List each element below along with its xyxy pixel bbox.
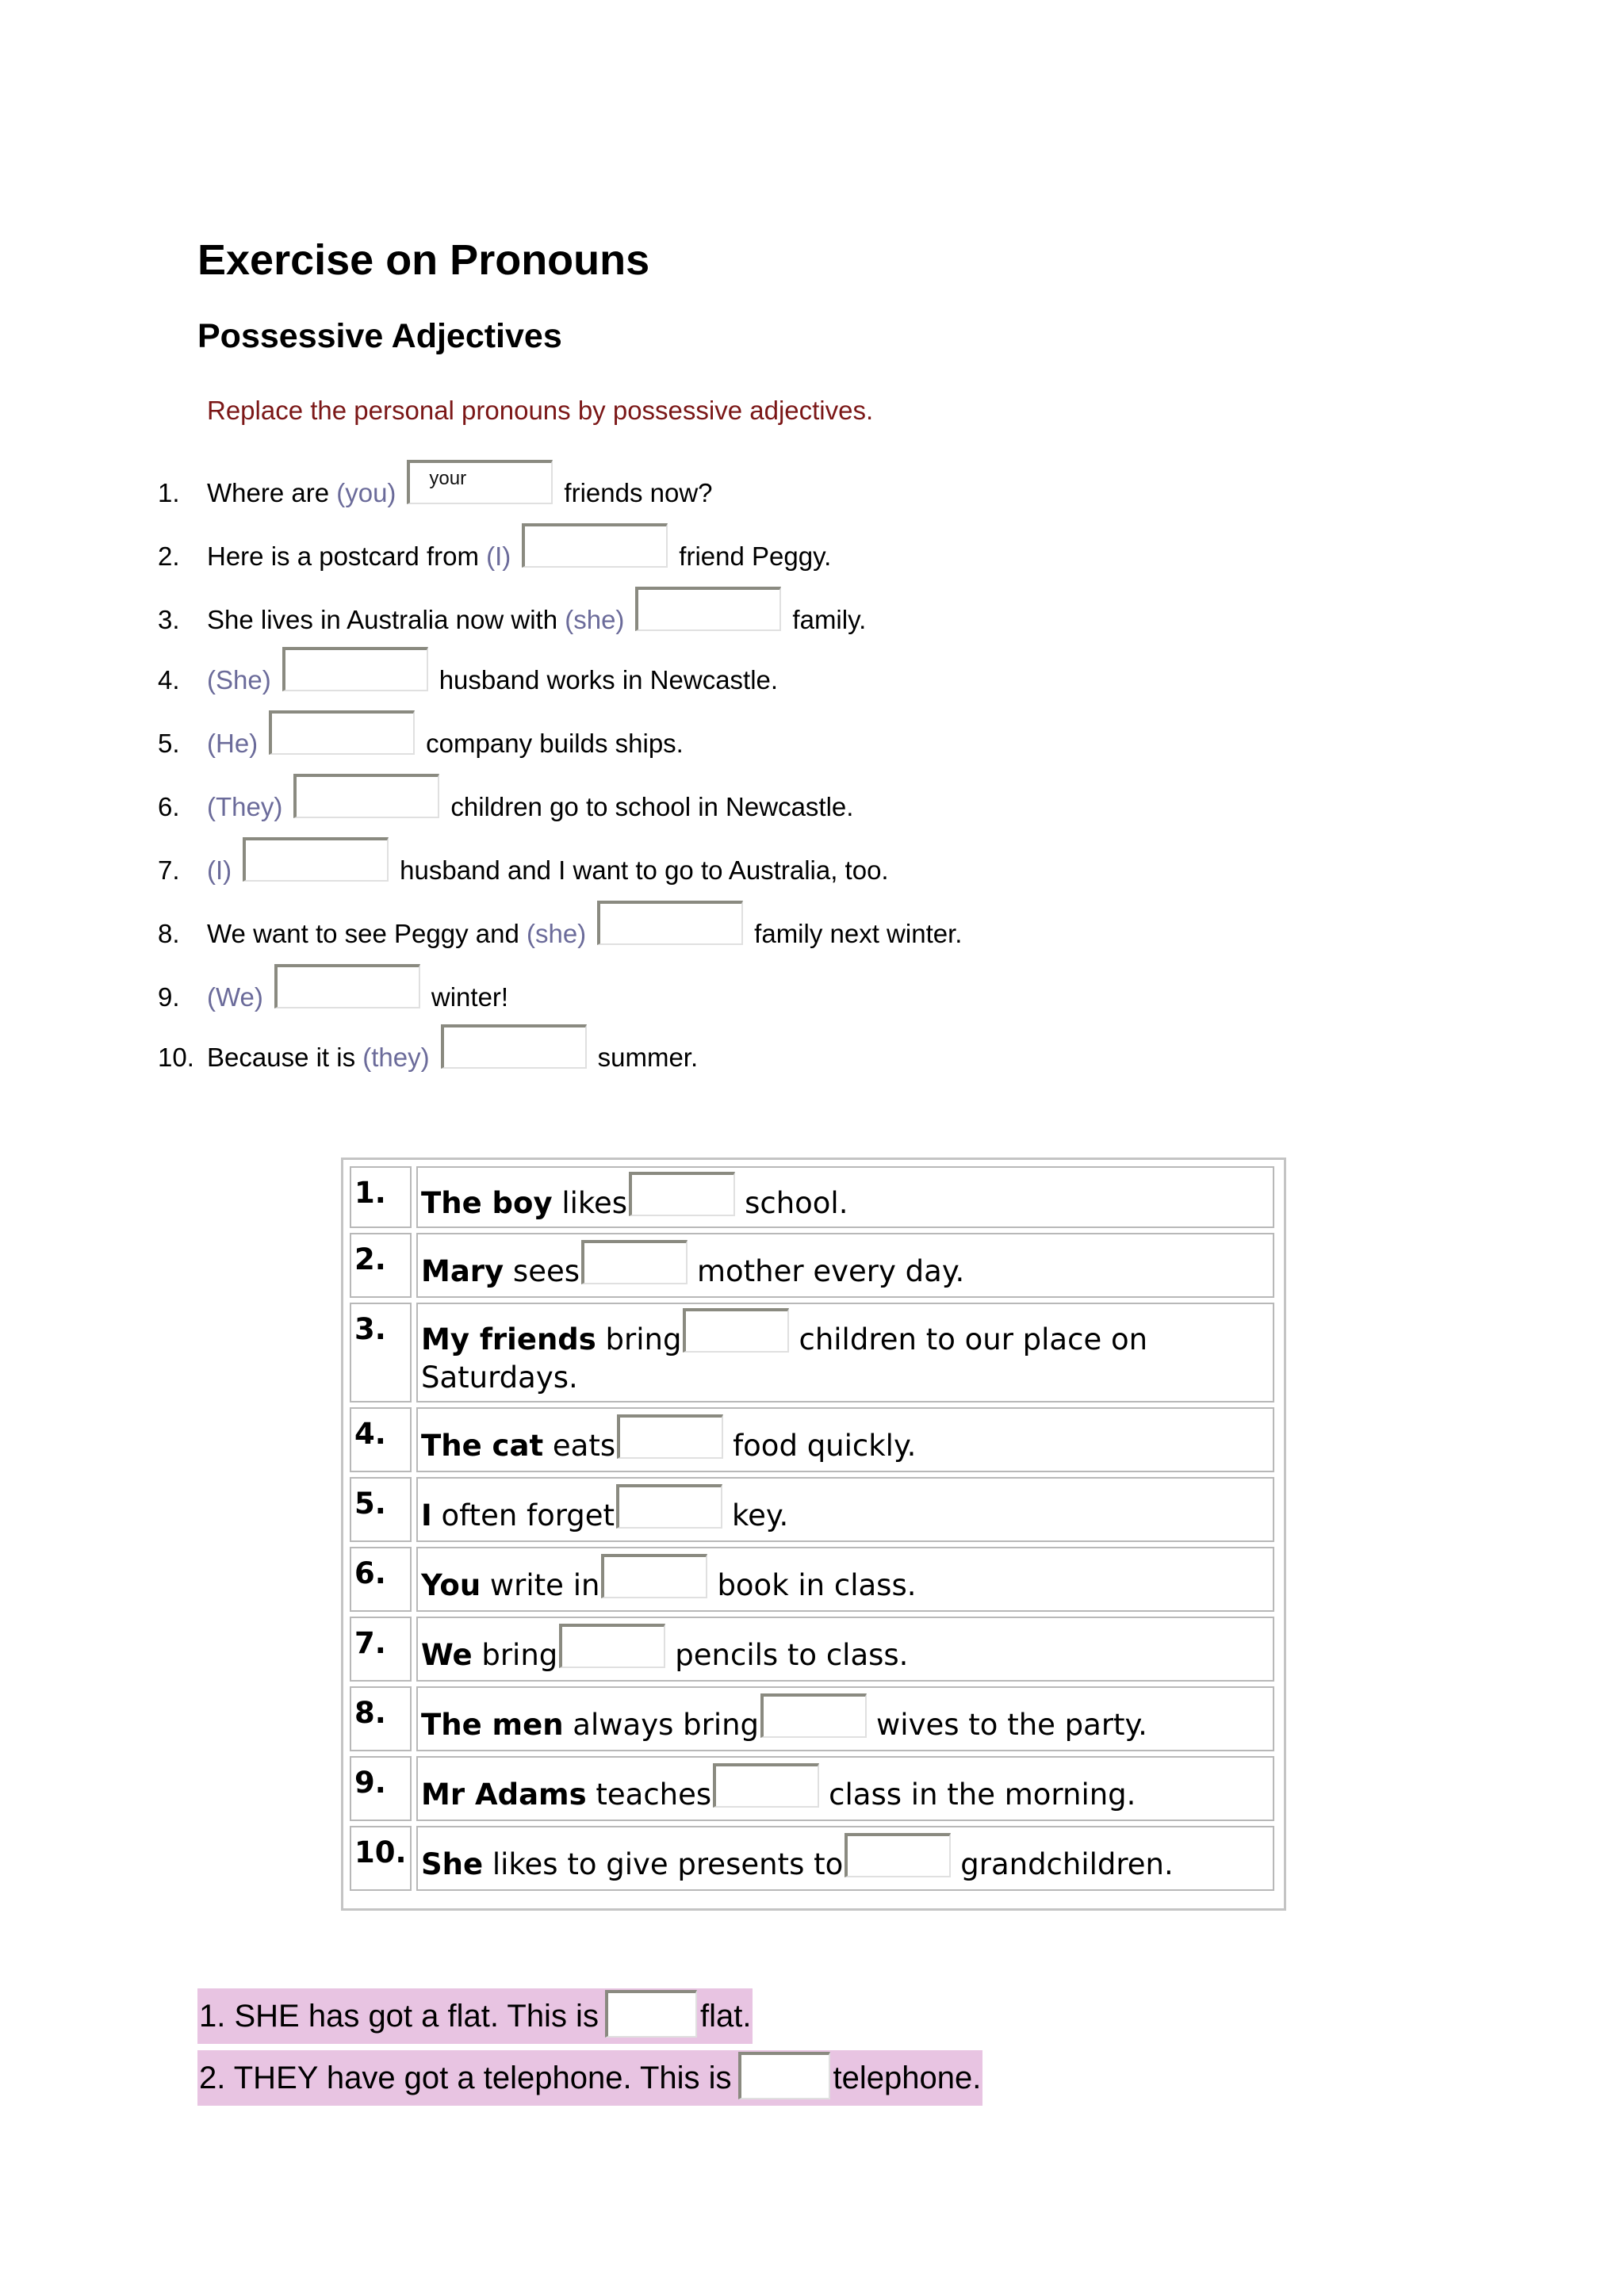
answer-input[interactable] <box>601 1554 707 1598</box>
verb: teaches <box>586 1777 712 1812</box>
table-row <box>350 1166 1274 1228</box>
subject: The cat <box>421 1429 544 1463</box>
answer-input[interactable] <box>559 1624 665 1668</box>
sentence <box>207 523 831 572</box>
sentence-cell <box>416 1166 1274 1228</box>
row-number: 4. <box>350 1407 412 1472</box>
sentence-end: husband works in Newcastle. <box>439 665 779 695</box>
answer-input[interactable] <box>274 964 420 1008</box>
sentence <box>207 710 684 760</box>
sentence <box>207 587 866 636</box>
sentence-start: 1. SHE has got a flat. This is <box>199 1999 599 2034</box>
answer-input[interactable] <box>683 1308 789 1353</box>
pronoun-hint: (We) <box>207 982 263 1012</box>
sentence-start: Here is a postcard from <box>207 541 487 571</box>
subject: The men <box>421 1708 564 1742</box>
row-number: 7. <box>158 855 180 885</box>
verb: sees <box>504 1254 580 1288</box>
verb: write in <box>481 1568 600 1602</box>
answer-input[interactable] <box>738 2052 830 2099</box>
verb: likes <box>552 1186 628 1220</box>
subject: Mr Adams <box>421 1777 587 1812</box>
row-number: 9. <box>158 982 180 1012</box>
sentence-cell <box>416 1477 1274 1542</box>
row-number: 3. <box>350 1303 412 1402</box>
row-number: 2. <box>158 541 180 571</box>
sentence-end: company builds ships. <box>426 729 684 758</box>
sentence <box>207 837 889 886</box>
sentence-end: family next winter. <box>754 919 963 948</box>
pronoun-hint: (She) <box>207 665 271 695</box>
answer-input[interactable] <box>629 1172 735 1216</box>
row-number: 8. <box>158 919 180 948</box>
sentence-end: pencils to class. <box>675 1638 909 1672</box>
answer-input[interactable] <box>605 1990 697 2038</box>
table-row <box>350 1407 1274 1472</box>
answer-input[interactable] <box>760 1693 867 1738</box>
pronoun-hint: (I) <box>486 541 511 571</box>
answer-input[interactable] <box>845 1833 951 1877</box>
sentence-end: school. <box>745 1186 848 1220</box>
row-number: 6. <box>350 1547 412 1612</box>
sentence-end: mother every day. <box>697 1254 965 1288</box>
answer-input[interactable] <box>616 1484 722 1529</box>
sentence-start: She lives in Australia now with <box>207 605 565 634</box>
pronoun-hint: (she) <box>526 919 587 948</box>
sentence-end: husband and I want to go to Australia, too. <box>400 855 889 885</box>
sentence-end: class in the morning. <box>829 1777 1136 1812</box>
sentence-start: Because it is <box>207 1043 363 1072</box>
sentence-end: friends now? <box>564 478 713 507</box>
answer-input[interactable] <box>635 587 781 631</box>
sentence-end: friend Peggy. <box>679 541 832 571</box>
sentence-start: We want to see Peggy and <box>207 919 527 948</box>
table-row <box>350 1303 1274 1402</box>
table-row <box>350 1756 1274 1821</box>
row-number: 5. <box>350 1477 412 1542</box>
pronoun-hint: (you) <box>336 478 396 507</box>
answer-input[interactable] <box>617 1414 723 1459</box>
answer-input[interactable] <box>269 710 415 755</box>
exercise-2-table-frame <box>341 1158 1286 1911</box>
sentence-continuation: Saturdays. <box>421 1360 578 1395</box>
sentence-end: flat. <box>699 1999 752 2034</box>
row-number: 10. <box>158 1043 194 1072</box>
sentence <box>207 774 853 823</box>
sentence <box>207 1024 698 1073</box>
sentence-end: wives to the party. <box>876 1708 1147 1742</box>
sentence-end: summer. <box>597 1043 699 1072</box>
verb: eats <box>543 1429 616 1463</box>
table-row <box>350 1233 1274 1298</box>
table-row <box>350 1617 1274 1682</box>
answer-input[interactable] <box>581 1240 688 1284</box>
sentence-end: key. <box>732 1498 789 1533</box>
sentence <box>207 964 508 1013</box>
sentence-cell <box>416 1407 1274 1472</box>
table-row <box>350 1547 1274 1612</box>
sentence <box>207 647 778 696</box>
verb: often forget <box>431 1498 615 1533</box>
exercise-2-table <box>345 1161 1279 1896</box>
sentence-cell <box>416 1686 1274 1751</box>
highlighted-exercise-row <box>197 2050 982 2106</box>
row-number: 6. <box>158 792 180 821</box>
subject: The boy <box>421 1186 553 1220</box>
sentence-end: winter! <box>431 982 509 1012</box>
verb: bring <box>596 1322 682 1357</box>
row-number: 2. <box>350 1233 412 1298</box>
row-number: 10. <box>350 1826 412 1891</box>
sentence-cell <box>416 1826 1274 1891</box>
pronoun-hint: (They) <box>207 792 283 821</box>
sentence-cell <box>416 1233 1274 1298</box>
sentence-end: grandchildren. <box>960 1847 1174 1881</box>
pronoun-hint: (I) <box>207 855 232 885</box>
pronoun-hint: (He) <box>207 729 259 758</box>
table-row <box>350 1477 1274 1542</box>
sentence-end: family. <box>792 605 867 634</box>
row-number: 9. <box>350 1756 412 1821</box>
sentence-end: children go to school in Newcastle. <box>450 792 854 821</box>
pronoun-hint: (she) <box>565 605 625 634</box>
sentence-cell <box>416 1756 1274 1821</box>
sentence-end: book in class. <box>717 1568 917 1602</box>
sentence-start: Where are <box>207 478 337 507</box>
verb: always bring <box>563 1708 760 1742</box>
instruction-text: Replace the personal pronouns by possessive adjectives. <box>207 396 874 425</box>
page-title: Exercise on Pronouns <box>197 236 650 284</box>
sentence <box>207 901 962 950</box>
verb: bring <box>472 1638 558 1672</box>
subject: We <box>421 1638 473 1672</box>
sentence-end: food quickly. <box>733 1429 917 1463</box>
pronoun-hint: (they) <box>362 1043 430 1072</box>
subject: You <box>421 1568 481 1602</box>
row-number: 3. <box>158 605 180 634</box>
row-number: 7. <box>350 1617 412 1682</box>
section-subtitle: Possessive Adjectives <box>197 317 562 355</box>
answer-input[interactable] <box>282 647 428 691</box>
subject: I <box>421 1498 432 1533</box>
answer-input[interactable]: your <box>407 460 553 504</box>
answer-input[interactable] <box>441 1024 587 1069</box>
sentence-cell <box>416 1617 1274 1682</box>
subject: She <box>421 1847 484 1881</box>
table-row <box>350 1826 1274 1891</box>
sentence-end: telephone. <box>833 2061 982 2095</box>
row-number: 5. <box>158 729 180 758</box>
row-number: 4. <box>158 665 180 695</box>
sentence-end: children to our place on <box>799 1322 1148 1357</box>
sentence <box>207 460 713 509</box>
answer-input[interactable] <box>597 901 743 945</box>
answer-input[interactable] <box>243 837 389 882</box>
subject: My friends <box>421 1322 596 1357</box>
sentence-cell <box>416 1303 1274 1402</box>
row-number: 1. <box>158 478 180 507</box>
answer-input[interactable] <box>713 1763 819 1808</box>
row-number: 1. <box>350 1166 412 1228</box>
answer-input[interactable] <box>293 774 439 818</box>
table-row <box>350 1686 1274 1751</box>
row-number: 8. <box>350 1686 412 1751</box>
sentence-cell <box>416 1547 1274 1612</box>
highlighted-exercise-row <box>197 1988 753 2044</box>
verb: likes to give presents to <box>483 1847 844 1881</box>
answer-input[interactable] <box>522 523 668 568</box>
subject: Mary <box>421 1254 504 1288</box>
sentence-start: 2. THEY have got a telephone. This is <box>199 2061 732 2095</box>
